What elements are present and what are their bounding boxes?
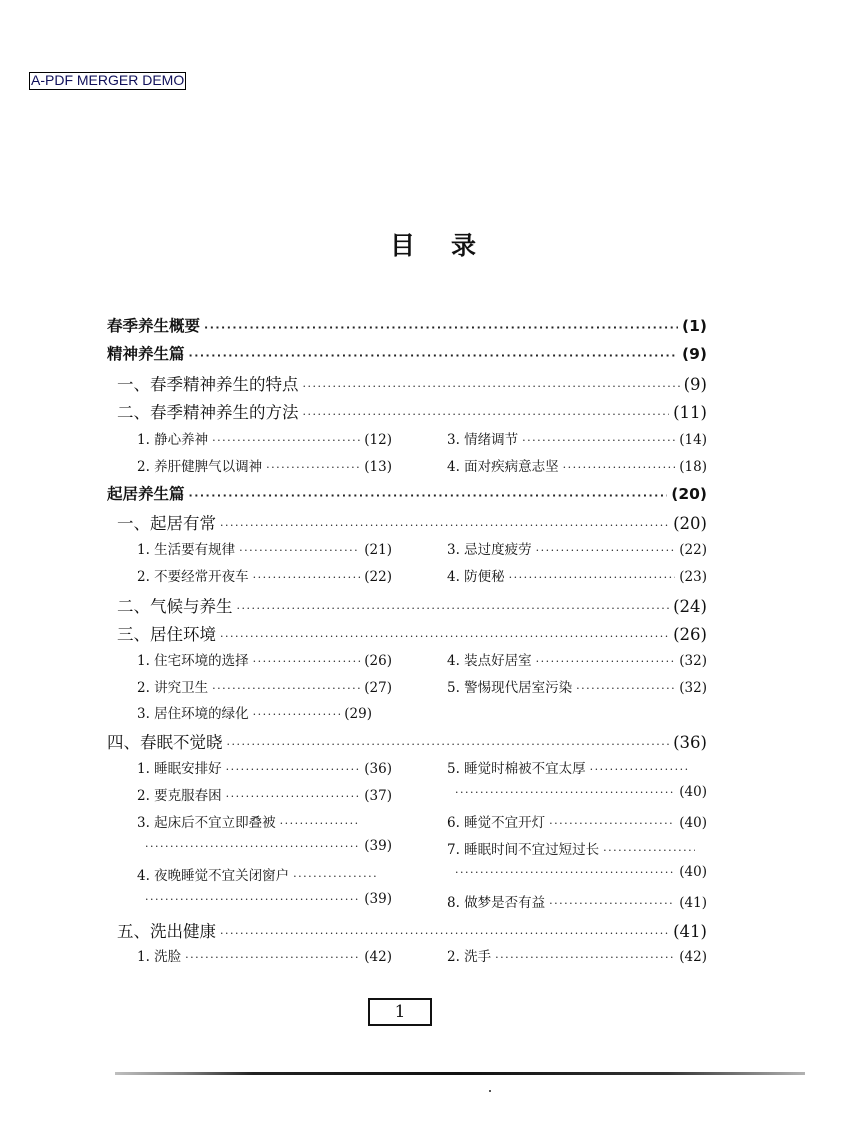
- toc-entry[interactable]: [145, 891, 392, 917]
- toc-entry-page: (32): [679, 680, 707, 696]
- toc-entry-label: 起居养生篇: [107, 485, 185, 503]
- toc-entry-label: 1. 住宅环境的选择: [137, 653, 249, 669]
- toc-entry-page: (22): [679, 542, 707, 558]
- toc-entry-page: (9): [683, 375, 707, 394]
- dot-leader: [237, 602, 670, 615]
- dot-leader: [536, 544, 676, 557]
- dot-leader: [212, 682, 360, 695]
- toc-entry-page: (36): [364, 761, 392, 777]
- toc-entry[interactable]: [455, 864, 707, 890]
- toc-entry[interactable]: [117, 399, 707, 425]
- dot-leader: [227, 738, 670, 751]
- toc-entry-label: 1. 生活要有规律: [137, 542, 236, 558]
- dot-leader: [293, 870, 378, 883]
- toc-entry[interactable]: [117, 593, 707, 619]
- dot-leader: [455, 786, 675, 799]
- toc-entry-page: (22): [364, 569, 392, 585]
- toc-entry-label: 一、起居有常: [117, 514, 216, 533]
- dot-leader: [226, 790, 361, 803]
- dot-leader: [145, 840, 360, 853]
- toc-entry-label: 8. 做梦是否有益: [447, 895, 546, 911]
- toc-entry[interactable]: [137, 428, 392, 454]
- toc-entry-page: (9): [682, 345, 707, 363]
- toc-entry[interactable]: [447, 428, 707, 454]
- dot-leader: [189, 489, 668, 502]
- toc-entry[interactable]: [447, 676, 707, 702]
- toc-entry-page: (23): [679, 569, 707, 585]
- toc-entry[interactable]: [137, 565, 392, 591]
- toc-entry-page: (13): [364, 459, 392, 475]
- toc-entry-page: (20): [671, 485, 707, 503]
- toc-entry-page: (12): [364, 432, 392, 448]
- toc-entry-label: 五、洗出健康: [117, 922, 216, 941]
- toc-entry[interactable]: [107, 314, 707, 340]
- toc-entry-label: 5. 睡觉时棉被不宜太厚: [447, 761, 586, 777]
- toc-entry-page: (40): [679, 815, 707, 831]
- page-number: 1: [368, 998, 432, 1026]
- toc-entry-page: (26): [673, 625, 707, 644]
- dot-leader: [590, 763, 688, 776]
- dot-leader: [603, 844, 695, 857]
- toc-entry[interactable]: [137, 649, 392, 675]
- toc-entry-page: (29): [344, 706, 372, 722]
- toc-entry-page: (42): [679, 949, 707, 965]
- toc-entry[interactable]: [447, 757, 692, 783]
- dot-leader: [549, 897, 675, 910]
- toc-entry-label: 3. 情绪调节: [447, 432, 519, 448]
- dot-leader: [253, 708, 341, 721]
- toc-entry-page: (39): [364, 838, 392, 854]
- dot-leader: [536, 655, 676, 668]
- toc-entry-page: (36): [673, 733, 707, 752]
- toc-entry-label: 4. 面对疾病意志坚: [447, 459, 559, 475]
- toc-entry-page: (1): [682, 317, 707, 335]
- toc-entry[interactable]: [137, 864, 382, 890]
- toc-entry[interactable]: [447, 565, 707, 591]
- dot-leader: [220, 519, 669, 532]
- toc-entry-label: 3. 居住环境的绿化: [137, 706, 249, 722]
- dot-leader: [509, 571, 676, 584]
- toc-entry[interactable]: [107, 342, 707, 368]
- toc-entry-page: (40): [679, 864, 707, 880]
- toc-entry[interactable]: [137, 784, 392, 810]
- toc-entry-label: 6. 睡觉不宜开灯: [447, 815, 546, 831]
- toc-entry-page: (27): [364, 680, 392, 696]
- toc-entry[interactable]: [137, 538, 392, 564]
- toc-entry-page: (21): [364, 542, 392, 558]
- toc-entry-page: (41): [679, 895, 707, 911]
- dot-leader: [220, 630, 669, 643]
- toc-entry-page: (37): [364, 788, 392, 804]
- toc-entry[interactable]: [447, 945, 707, 971]
- dot-leader: [549, 817, 675, 830]
- toc-entry-label: 4. 防便秘: [447, 569, 505, 585]
- toc-entry-label: 7. 睡眠时间不宜过短过长: [447, 842, 600, 858]
- toc-entry-page: (20): [673, 514, 707, 533]
- toc-entry[interactable]: [145, 838, 392, 864]
- toc-entry-label: 2. 要克服春困: [137, 788, 222, 804]
- toc-entry-page: (40): [679, 784, 707, 800]
- toc-entry[interactable]: [117, 371, 707, 397]
- toc-entry[interactable]: [137, 455, 392, 481]
- toc-entry-page: (14): [679, 432, 707, 448]
- dot-leader: [253, 571, 361, 584]
- toc-entry[interactable]: [137, 757, 392, 783]
- watermark-label: A-PDF MERGER DEMO: [31, 72, 185, 88]
- dot-leader: [189, 349, 679, 362]
- toc-entry-label: 2. 养肝健脾气以调神: [137, 459, 263, 475]
- toc-entry-page: (24): [673, 597, 707, 616]
- toc-entry[interactable]: [117, 918, 707, 944]
- toc-entry-label: 3. 起床后不宜立即叠被: [137, 815, 276, 831]
- toc-entry-label: 5. 警惕现代居室污染: [447, 680, 573, 696]
- dot-leader: [220, 927, 669, 940]
- toc-entry[interactable]: [447, 891, 707, 917]
- toc-entry[interactable]: [447, 538, 707, 564]
- page-title: 目录: [389, 231, 512, 260]
- toc-entry-label: 一、春季精神养生的特点: [117, 375, 299, 394]
- dot-leader: [522, 434, 675, 447]
- toc-entry[interactable]: [137, 811, 362, 837]
- toc-entry[interactable]: [137, 676, 392, 702]
- toc-entry-label: 2. 洗手: [447, 949, 492, 965]
- dot-leader: [212, 434, 360, 447]
- toc-entry[interactable]: [117, 510, 707, 536]
- toc-entry-page: (32): [679, 653, 707, 669]
- toc-entry[interactable]: [137, 702, 372, 728]
- toc-entry-label: 三、居住环境: [117, 625, 216, 644]
- toc-entry-label: 四、春眠不觉晓: [107, 733, 223, 752]
- toc-entry-label: 4. 夜晚睡觉不宜关闭窗户: [137, 868, 290, 884]
- toc-entry-label: 1. 静心养神: [137, 432, 209, 448]
- toc-entry[interactable]: [107, 482, 707, 508]
- toc-entry-label: 1. 洗脸: [137, 949, 182, 965]
- dot-leader: [303, 408, 670, 421]
- toc-entry-label: 2. 不要经常开夜车: [137, 569, 249, 585]
- toc-entry[interactable]: [137, 945, 392, 971]
- toc-entry-label: 精神养生篇: [107, 345, 185, 363]
- toc-entry[interactable]: [455, 784, 707, 810]
- scan-artifact-line: [115, 1072, 805, 1075]
- toc-entry[interactable]: [447, 838, 699, 864]
- dot-leader: [253, 655, 361, 668]
- toc-entry[interactable]: [447, 811, 707, 837]
- toc-entry-page: (18): [679, 459, 707, 475]
- scan-artifact-dot: [489, 1090, 491, 1092]
- dot-leader: [226, 763, 361, 776]
- toc-entry-page: (39): [364, 891, 392, 907]
- toc-entry-label: 2. 讲究卫生: [137, 680, 209, 696]
- dot-leader: [185, 951, 360, 964]
- toc-entry[interactable]: [447, 455, 707, 481]
- dot-leader: [495, 951, 675, 964]
- toc-entry-label: 3. 忌过度疲劳: [447, 542, 532, 558]
- toc-entry[interactable]: [447, 649, 707, 675]
- toc-entry[interactable]: [117, 621, 707, 647]
- toc-entry-label: 春季养生概要: [107, 317, 201, 335]
- dot-leader: [280, 817, 358, 830]
- dot-leader: [563, 461, 676, 474]
- toc-entry-label: 4. 装点好居室: [447, 653, 532, 669]
- toc-entry-page: (26): [364, 653, 392, 669]
- toc-entry-label: 1. 睡眠安排好: [137, 761, 222, 777]
- dot-leader: [145, 893, 360, 906]
- toc-entry-page: (42): [364, 949, 392, 965]
- toc-entry-page: (41): [673, 922, 707, 941]
- toc-entry-label: 二、春季精神养生的方法: [117, 403, 299, 422]
- dot-leader: [204, 321, 678, 334]
- dot-leader: [576, 682, 675, 695]
- toc-entry[interactable]: [107, 729, 707, 755]
- dot-leader: [266, 461, 360, 474]
- dot-leader: [455, 866, 675, 879]
- dot-leader: [239, 544, 360, 557]
- toc-entry-label: 二、气候与养生: [117, 597, 233, 616]
- toc-entry-page: (11): [673, 403, 707, 422]
- dot-leader: [303, 380, 680, 393]
